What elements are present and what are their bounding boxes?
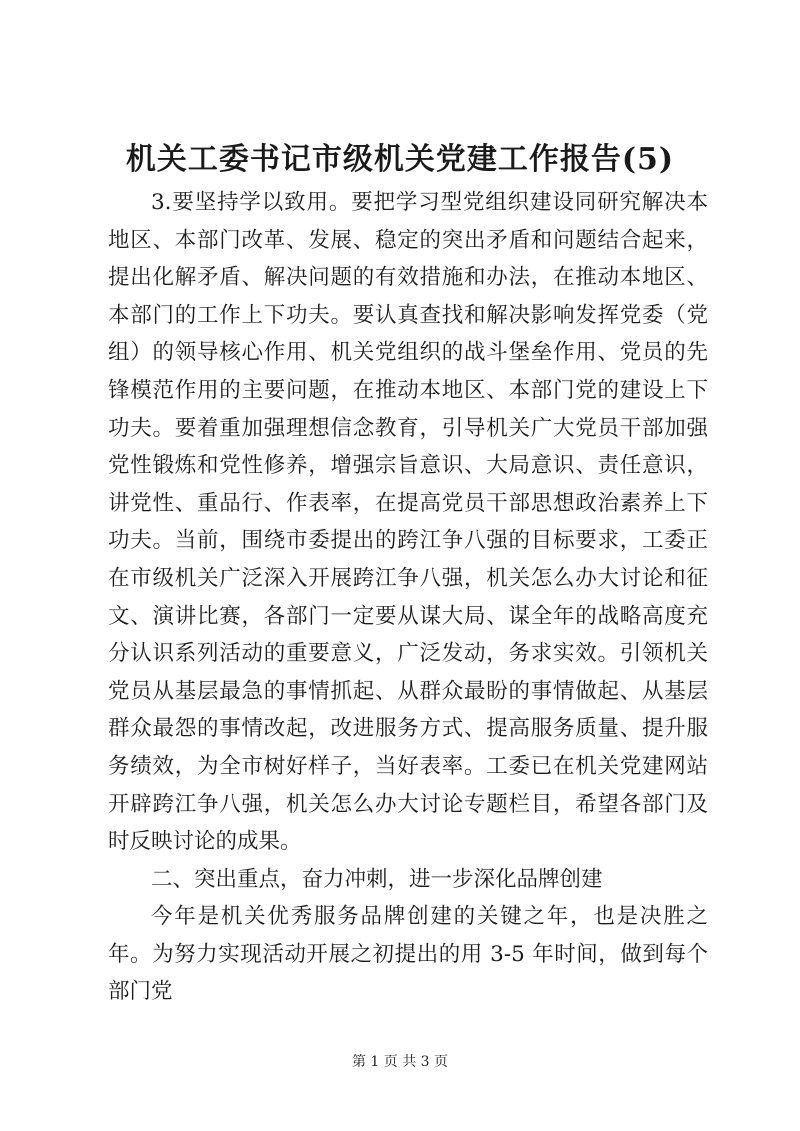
document-body (108, 184, 708, 1011)
paragraph-2: 今年是机关优秀服务品牌创建的关键之年，也是决胜之年。为努力实现活动开展之初提出的用 3-5 年时间，做到每个部门党 (108, 904, 708, 1005)
section-heading: 二、突出重点，奋力冲刺，进一步深化品牌创建 (151, 866, 603, 892)
document-title: 机关工委书记市级机关党建工作报告(5) (125, 142, 675, 177)
page-footer: 第 1 页 共 3 页 (351, 1054, 449, 1070)
paragraph-1: 3.要坚持学以致用。要把学习型党组织建设同研究解决本地区、本部门改革、发展、稳定的突出矛盾和问题结合起来，提出化解矛盾、解决问题的有效措施和办法，在推动本地区、本部门的工作上下功夫。要认真查找和解决影响发挥党委（党组）的领导核心作用、机关党组织的战斗堡垒作用、党员的先锋模范作用的主要问题，在推动本地区、本部门党的建设上下功夫。要着重加强理想信念教育，引导机关广大党员干部加强党性锻炼和党性修养，增强宗旨意识、大局意识、责任意识，讲党性、重品行、作表率，在提高党员干部思想政治素养上下功夫。当前，围绕市委提出的跨江争八强的目标要求，工委正在市级机关广泛深入开展跨江争八强，机关怎么办大讨论和征文、演讲比赛，各部门一定要从谋大局、谋全年的战略高度充分认识系列活动的重要意义，广泛发动，务求实效。引领机关党员从基层最急的事情抓起、从群众最盼的事情做起、从基层群众最怨的事情改起，改进服务方式、提高服务质量、提升服务绩效，为全市树好样子，当好表率。工委已在机关党建网站开辟跨江争八强，机关怎么办大讨论专题栏目，希望各部门及时反映讨论的成果。 (108, 190, 708, 855)
